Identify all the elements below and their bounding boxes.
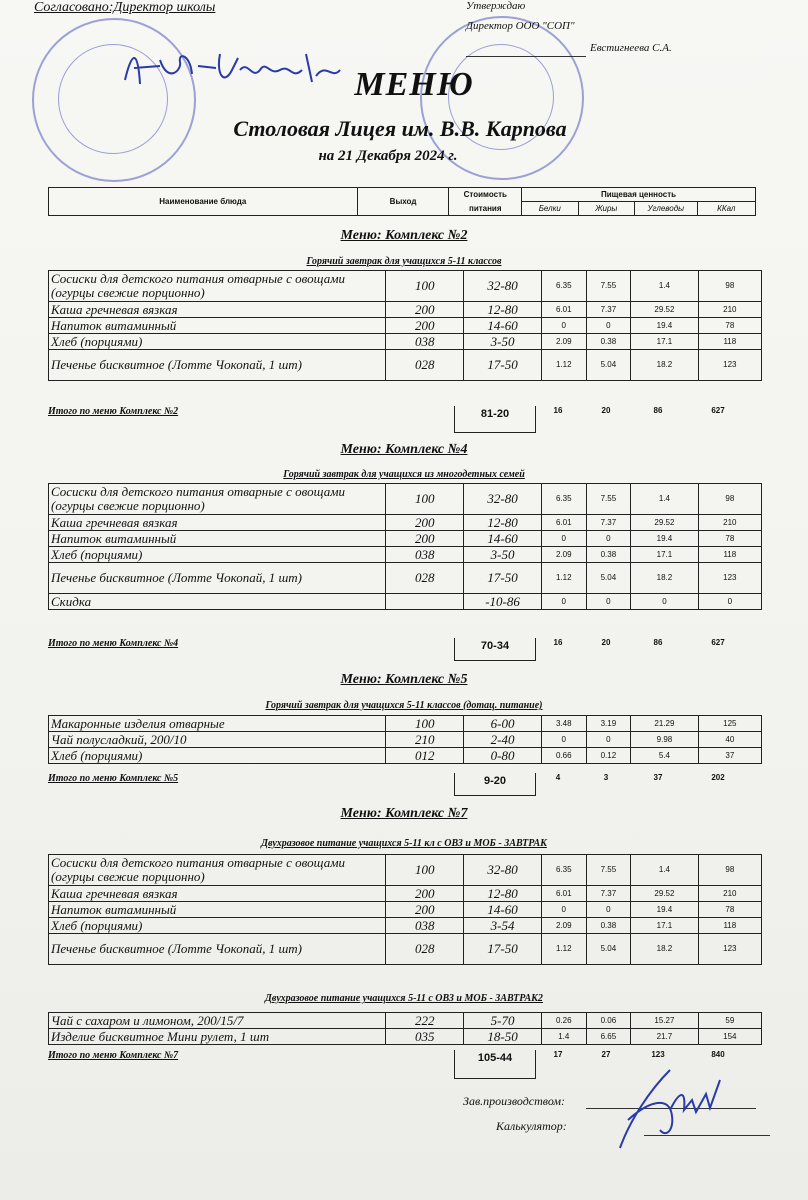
- dish-carbs: 5.4: [631, 748, 698, 764]
- menu-table: [48, 270, 762, 381]
- dish-kcal: 210: [698, 302, 761, 318]
- total-carbs: 123: [651, 1050, 665, 1059]
- dish-price: 17-50: [464, 350, 542, 381]
- dish-fats: 0.38: [586, 918, 631, 934]
- dish-price: 32-80: [464, 484, 542, 515]
- total-proteins: 4: [555, 773, 561, 782]
- dish-name: Скидка: [49, 594, 386, 610]
- col-kcal: ККал: [697, 202, 755, 216]
- dish-kcal: 98: [698, 484, 761, 515]
- menu-table: [48, 1012, 762, 1045]
- dish-proteins: 2.09: [541, 547, 586, 563]
- table-row: [49, 1013, 762, 1029]
- dish-fats: 7.37: [586, 302, 631, 318]
- dish-price: 17-50: [464, 563, 542, 594]
- dish-carbs: 29.52: [631, 515, 698, 531]
- table-row: [49, 484, 762, 515]
- dish-output: 200: [386, 515, 464, 531]
- dish-carbs: 0: [631, 594, 698, 610]
- col-nutrition: Пищевая ценность: [522, 188, 756, 202]
- dish-output: 038: [386, 547, 464, 563]
- dish-name: Макаронные изделия отварные: [49, 716, 386, 732]
- dish-carbs: 1.4: [631, 855, 698, 886]
- dish-output: 028: [386, 563, 464, 594]
- dish-fats: 6.65: [586, 1029, 631, 1045]
- dish-kcal: 37: [698, 748, 761, 764]
- dish-output: 038: [386, 334, 464, 350]
- total-proteins: 17: [553, 1050, 563, 1059]
- dish-price: 14-60: [464, 902, 542, 918]
- dish-proteins: 0: [541, 531, 586, 547]
- section-title: Меню: Комплекс №5: [340, 672, 468, 687]
- dish-output: 100: [386, 271, 464, 302]
- section-subtitle: Двухразовое питание учащихся 5-11 кл с ОВЗ и МОБ - ЗАВТРАК: [261, 838, 547, 849]
- col-output: Выход: [357, 188, 449, 216]
- dish-output: 028: [386, 350, 464, 381]
- dish-carbs: 1.4: [631, 484, 698, 515]
- dish-kcal: 210: [698, 515, 761, 531]
- dish-fats: 7.55: [586, 484, 631, 515]
- production-signature-icon: [610, 1060, 740, 1160]
- dish-carbs: 15.27: [631, 1013, 698, 1029]
- dish-price: 17-50: [464, 934, 542, 965]
- dish-proteins: 0.26: [541, 1013, 586, 1029]
- table-row: [49, 334, 762, 350]
- total-fats: 27: [601, 1050, 611, 1059]
- dish-kcal: 59: [698, 1013, 761, 1029]
- dish-name: Хлеб (порциями): [49, 547, 386, 563]
- table-row: [49, 547, 762, 563]
- dish-proteins: 6.01: [541, 886, 586, 902]
- menu-table: [48, 854, 762, 965]
- dish-proteins: 1.12: [541, 350, 586, 381]
- section-subtitle: Горячий завтрак для учащихся из многодетных семей: [283, 469, 525, 480]
- dish-proteins: 3.48: [541, 716, 586, 732]
- total-fats: 3: [603, 773, 609, 782]
- section-subtitle: Горячий завтрак для учащихся 5-11 классов: [306, 256, 502, 267]
- dish-proteins: 6.01: [541, 302, 586, 318]
- dish-carbs: 21.7: [631, 1029, 698, 1045]
- dish-proteins: 0.66: [541, 748, 586, 764]
- total-label: Итого по меню Комплекс №7: [48, 1050, 179, 1061]
- total-label: Итого по меню Комплекс №5: [48, 773, 179, 784]
- table-row: [49, 918, 762, 934]
- total-price: 9-20: [454, 773, 536, 796]
- col-cost-2: питания: [449, 202, 522, 216]
- menu-date: на 21 Декабря 2024 г.: [318, 148, 458, 164]
- table-row: [49, 594, 762, 610]
- dish-output: 200: [386, 318, 464, 334]
- approved-right-1: Утверждаю: [466, 0, 526, 12]
- section-subtitle-2: Двухразовое питание учащихся 5-11 с ОВЗ и МОБ - ЗАВТРАК2: [265, 993, 543, 1004]
- dish-proteins: 0: [541, 902, 586, 918]
- dish-fats: 0: [586, 594, 631, 610]
- table-row: [49, 886, 762, 902]
- dish-output: 028: [386, 934, 464, 965]
- dish-kcal: 0: [698, 594, 761, 610]
- dish-price: 12-80: [464, 515, 542, 531]
- dish-price: 14-60: [464, 531, 542, 547]
- production-label: Зав.производством:: [463, 1094, 566, 1108]
- approved-left: Согласовано:Директор школы: [34, 0, 216, 15]
- dish-kcal: 40: [698, 732, 761, 748]
- dish-output: 100: [386, 484, 464, 515]
- dish-carbs: 19.4: [631, 318, 698, 334]
- total-price: 81-20: [454, 406, 536, 433]
- dish-output: 210: [386, 732, 464, 748]
- dish-fats: 0: [586, 318, 631, 334]
- dish-proteins: 0: [541, 732, 586, 748]
- dish-kcal: 154: [698, 1029, 761, 1045]
- dish-kcal: 210: [698, 886, 761, 902]
- table-row: [49, 902, 762, 918]
- table-header: [48, 187, 756, 216]
- approved-right-3: Евстигнеева С.А.: [590, 42, 672, 54]
- total-carbs: 37: [653, 773, 663, 782]
- col-proteins: Белки: [522, 202, 578, 216]
- dish-proteins: 6.01: [541, 515, 586, 531]
- dish-price: 3-54: [464, 918, 542, 934]
- total-fats: 20: [601, 406, 611, 415]
- dish-output: 200: [386, 531, 464, 547]
- dish-output: 200: [386, 886, 464, 902]
- dish-output: 012: [386, 748, 464, 764]
- total-kcal: 627: [711, 406, 725, 415]
- dish-proteins: 6.35: [541, 484, 586, 515]
- dish-proteins: 1.4: [541, 1029, 586, 1045]
- dish-name: Хлеб (порциями): [49, 918, 386, 934]
- dish-carbs: 18.2: [631, 934, 698, 965]
- table-row: [49, 934, 762, 965]
- section-title: Меню: Комплекс №4: [340, 442, 468, 457]
- dish-name: Напиток витаминный: [49, 531, 386, 547]
- dish-fats: 0.38: [586, 547, 631, 563]
- section-title: Меню: Комплекс №2: [340, 228, 468, 243]
- table-row: [49, 1029, 762, 1045]
- dish-proteins: 2.09: [541, 918, 586, 934]
- table-row: [49, 563, 762, 594]
- dish-output: 100: [386, 855, 464, 886]
- dish-output: 200: [386, 302, 464, 318]
- dish-fats: 5.04: [586, 350, 631, 381]
- col-dish: Наименование блюда: [49, 188, 358, 216]
- calculator-label: Калькулятор:: [496, 1119, 567, 1133]
- dish-fats: 0.06: [586, 1013, 631, 1029]
- total-kcal: 202: [711, 773, 725, 782]
- total-label: Итого по меню Комплекс №2: [48, 406, 179, 417]
- dish-carbs: 29.52: [631, 886, 698, 902]
- dish-output: 100: [386, 716, 464, 732]
- total-label: Итого по меню Комплекс №4: [48, 638, 179, 649]
- dish-output: 038: [386, 918, 464, 934]
- total-price: 105-44: [454, 1050, 536, 1079]
- dish-kcal: 78: [698, 531, 761, 547]
- dish-name: Сосиски для детского питания отварные с овощами (огурцы свежие порционно): [49, 484, 386, 515]
- total-carbs: 86: [653, 638, 663, 647]
- dish-output: 200: [386, 902, 464, 918]
- total-price: 70-34: [454, 638, 536, 661]
- total-row: [48, 638, 762, 658]
- total-row: [48, 773, 762, 793]
- col-fats: Жиры: [578, 202, 634, 216]
- dish-proteins: 0: [541, 318, 586, 334]
- dish-fats: 0.12: [586, 748, 631, 764]
- dish-carbs: 19.4: [631, 531, 698, 547]
- dish-price: 14-60: [464, 318, 542, 334]
- dish-carbs: 19.4: [631, 902, 698, 918]
- dish-fats: 0.38: [586, 334, 631, 350]
- dish-kcal: 123: [698, 934, 761, 965]
- approved-right-2: Директор ООО "СОП": [466, 20, 575, 32]
- dish-price: 12-80: [464, 302, 542, 318]
- dish-fats: 0: [586, 732, 631, 748]
- dish-carbs: 17.1: [631, 547, 698, 563]
- dish-carbs: 9.98: [631, 732, 698, 748]
- dish-fats: 7.37: [586, 515, 631, 531]
- total-proteins: 16: [553, 638, 563, 647]
- dish-fats: 7.55: [586, 271, 631, 302]
- dish-carbs: 17.1: [631, 918, 698, 934]
- table-row: [49, 271, 762, 302]
- dish-name: Хлеб (порциями): [49, 748, 386, 764]
- dish-kcal: 118: [698, 918, 761, 934]
- total-proteins: 16: [553, 406, 563, 415]
- table-row: [49, 855, 762, 886]
- dish-kcal: 118: [698, 547, 761, 563]
- dish-price: 6-00: [464, 716, 542, 732]
- dish-name: Каша гречневая вязкая: [49, 302, 386, 318]
- table-row: [49, 318, 762, 334]
- dish-price: 32-80: [464, 271, 542, 302]
- total-carbs: 86: [653, 406, 663, 415]
- approval-signature-line: [466, 56, 586, 57]
- section-title: Меню: Комплекс №7: [340, 806, 468, 821]
- total-kcal: 840: [711, 1050, 725, 1059]
- dish-price: 2-40: [464, 732, 542, 748]
- dish-price: 5-70: [464, 1013, 542, 1029]
- dish-kcal: 123: [698, 350, 761, 381]
- total-kcal: 627: [711, 638, 725, 647]
- dish-kcal: 123: [698, 563, 761, 594]
- dish-carbs: 18.2: [631, 350, 698, 381]
- dish-kcal: 98: [698, 271, 761, 302]
- table-row: [49, 732, 762, 748]
- dish-output: 222: [386, 1013, 464, 1029]
- dish-name: Сосиски для детского питания отварные с овощами (огурцы свежие порционно): [49, 271, 386, 302]
- dish-price: -10-86: [464, 594, 542, 610]
- menu-table: [48, 483, 762, 610]
- dish-kcal: 98: [698, 855, 761, 886]
- dish-carbs: 17.1: [631, 334, 698, 350]
- dish-kcal: 78: [698, 318, 761, 334]
- dish-name: Печенье бисквитное (Лотте Чокопай, 1 шт): [49, 563, 386, 594]
- dish-price: 32-80: [464, 855, 542, 886]
- dish-output: [386, 594, 464, 610]
- dish-kcal: 125: [698, 716, 761, 732]
- dish-fats: 7.55: [586, 855, 631, 886]
- dish-proteins: 0: [541, 594, 586, 610]
- col-carbs: Углеводы: [634, 202, 697, 216]
- dish-kcal: 78: [698, 902, 761, 918]
- dish-price: 3-50: [464, 547, 542, 563]
- dish-name: Печенье бисквитное (Лотте Чокопай, 1 шт): [49, 934, 386, 965]
- dish-fats: 0: [586, 531, 631, 547]
- dish-output: 035: [386, 1029, 464, 1045]
- dish-fats: 5.04: [586, 934, 631, 965]
- table-row: [49, 531, 762, 547]
- dish-name: Напиток витаминный: [49, 318, 386, 334]
- dish-price: 18-50: [464, 1029, 542, 1045]
- dish-name: Изделие бисквитное Мини рулет, 1 шт: [49, 1029, 386, 1045]
- section-subtitle: Горячий завтрак для учащихся 5-11 классов (дотац. питание): [265, 700, 543, 711]
- dish-proteins: 6.35: [541, 271, 586, 302]
- col-cost-1: Стоимость: [449, 188, 522, 202]
- table-row: [49, 716, 762, 732]
- dish-carbs: 21.29: [631, 716, 698, 732]
- dish-carbs: 1.4: [631, 271, 698, 302]
- dish-fats: 0: [586, 902, 631, 918]
- menu-table: [48, 715, 762, 764]
- dish-price: 0-80: [464, 748, 542, 764]
- dish-fats: 3.19: [586, 716, 631, 732]
- table-row: [49, 302, 762, 318]
- dish-kcal: 118: [698, 334, 761, 350]
- dish-name: Каша гречневая вязкая: [49, 515, 386, 531]
- dish-name: Напиток витаминный: [49, 902, 386, 918]
- canteen-title: Столовая Лицея им. В.В. Карпова: [233, 116, 567, 141]
- dish-fats: 5.04: [586, 563, 631, 594]
- dish-name: Хлеб (порциями): [49, 334, 386, 350]
- dish-price: 12-80: [464, 886, 542, 902]
- table-row: [49, 515, 762, 531]
- total-row: [48, 406, 762, 426]
- dish-proteins: 2.09: [541, 334, 586, 350]
- dish-proteins: 6.35: [541, 855, 586, 886]
- total-fats: 20: [601, 638, 611, 647]
- dish-name: Чай полусладкий, 200/10: [49, 732, 386, 748]
- dish-name: Печенье бисквитное (Лотте Чокопай, 1 шт): [49, 350, 386, 381]
- dish-proteins: 1.12: [541, 934, 586, 965]
- dish-carbs: 18.2: [631, 563, 698, 594]
- table-row: [49, 748, 762, 764]
- table-row: [49, 350, 762, 381]
- dish-name: Каша гречневая вязкая: [49, 886, 386, 902]
- dish-name: Чай с сахаром и лимоном, 200/15/7: [49, 1013, 386, 1029]
- dish-price: 3-50: [464, 334, 542, 350]
- menu-title: МЕНЮ: [354, 66, 474, 103]
- dish-name: Сосиски для детского питания отварные с овощами (огурцы свежие порционно): [49, 855, 386, 886]
- dish-fats: 7.37: [586, 886, 631, 902]
- dish-proteins: 1.12: [541, 563, 586, 594]
- dish-carbs: 29.52: [631, 302, 698, 318]
